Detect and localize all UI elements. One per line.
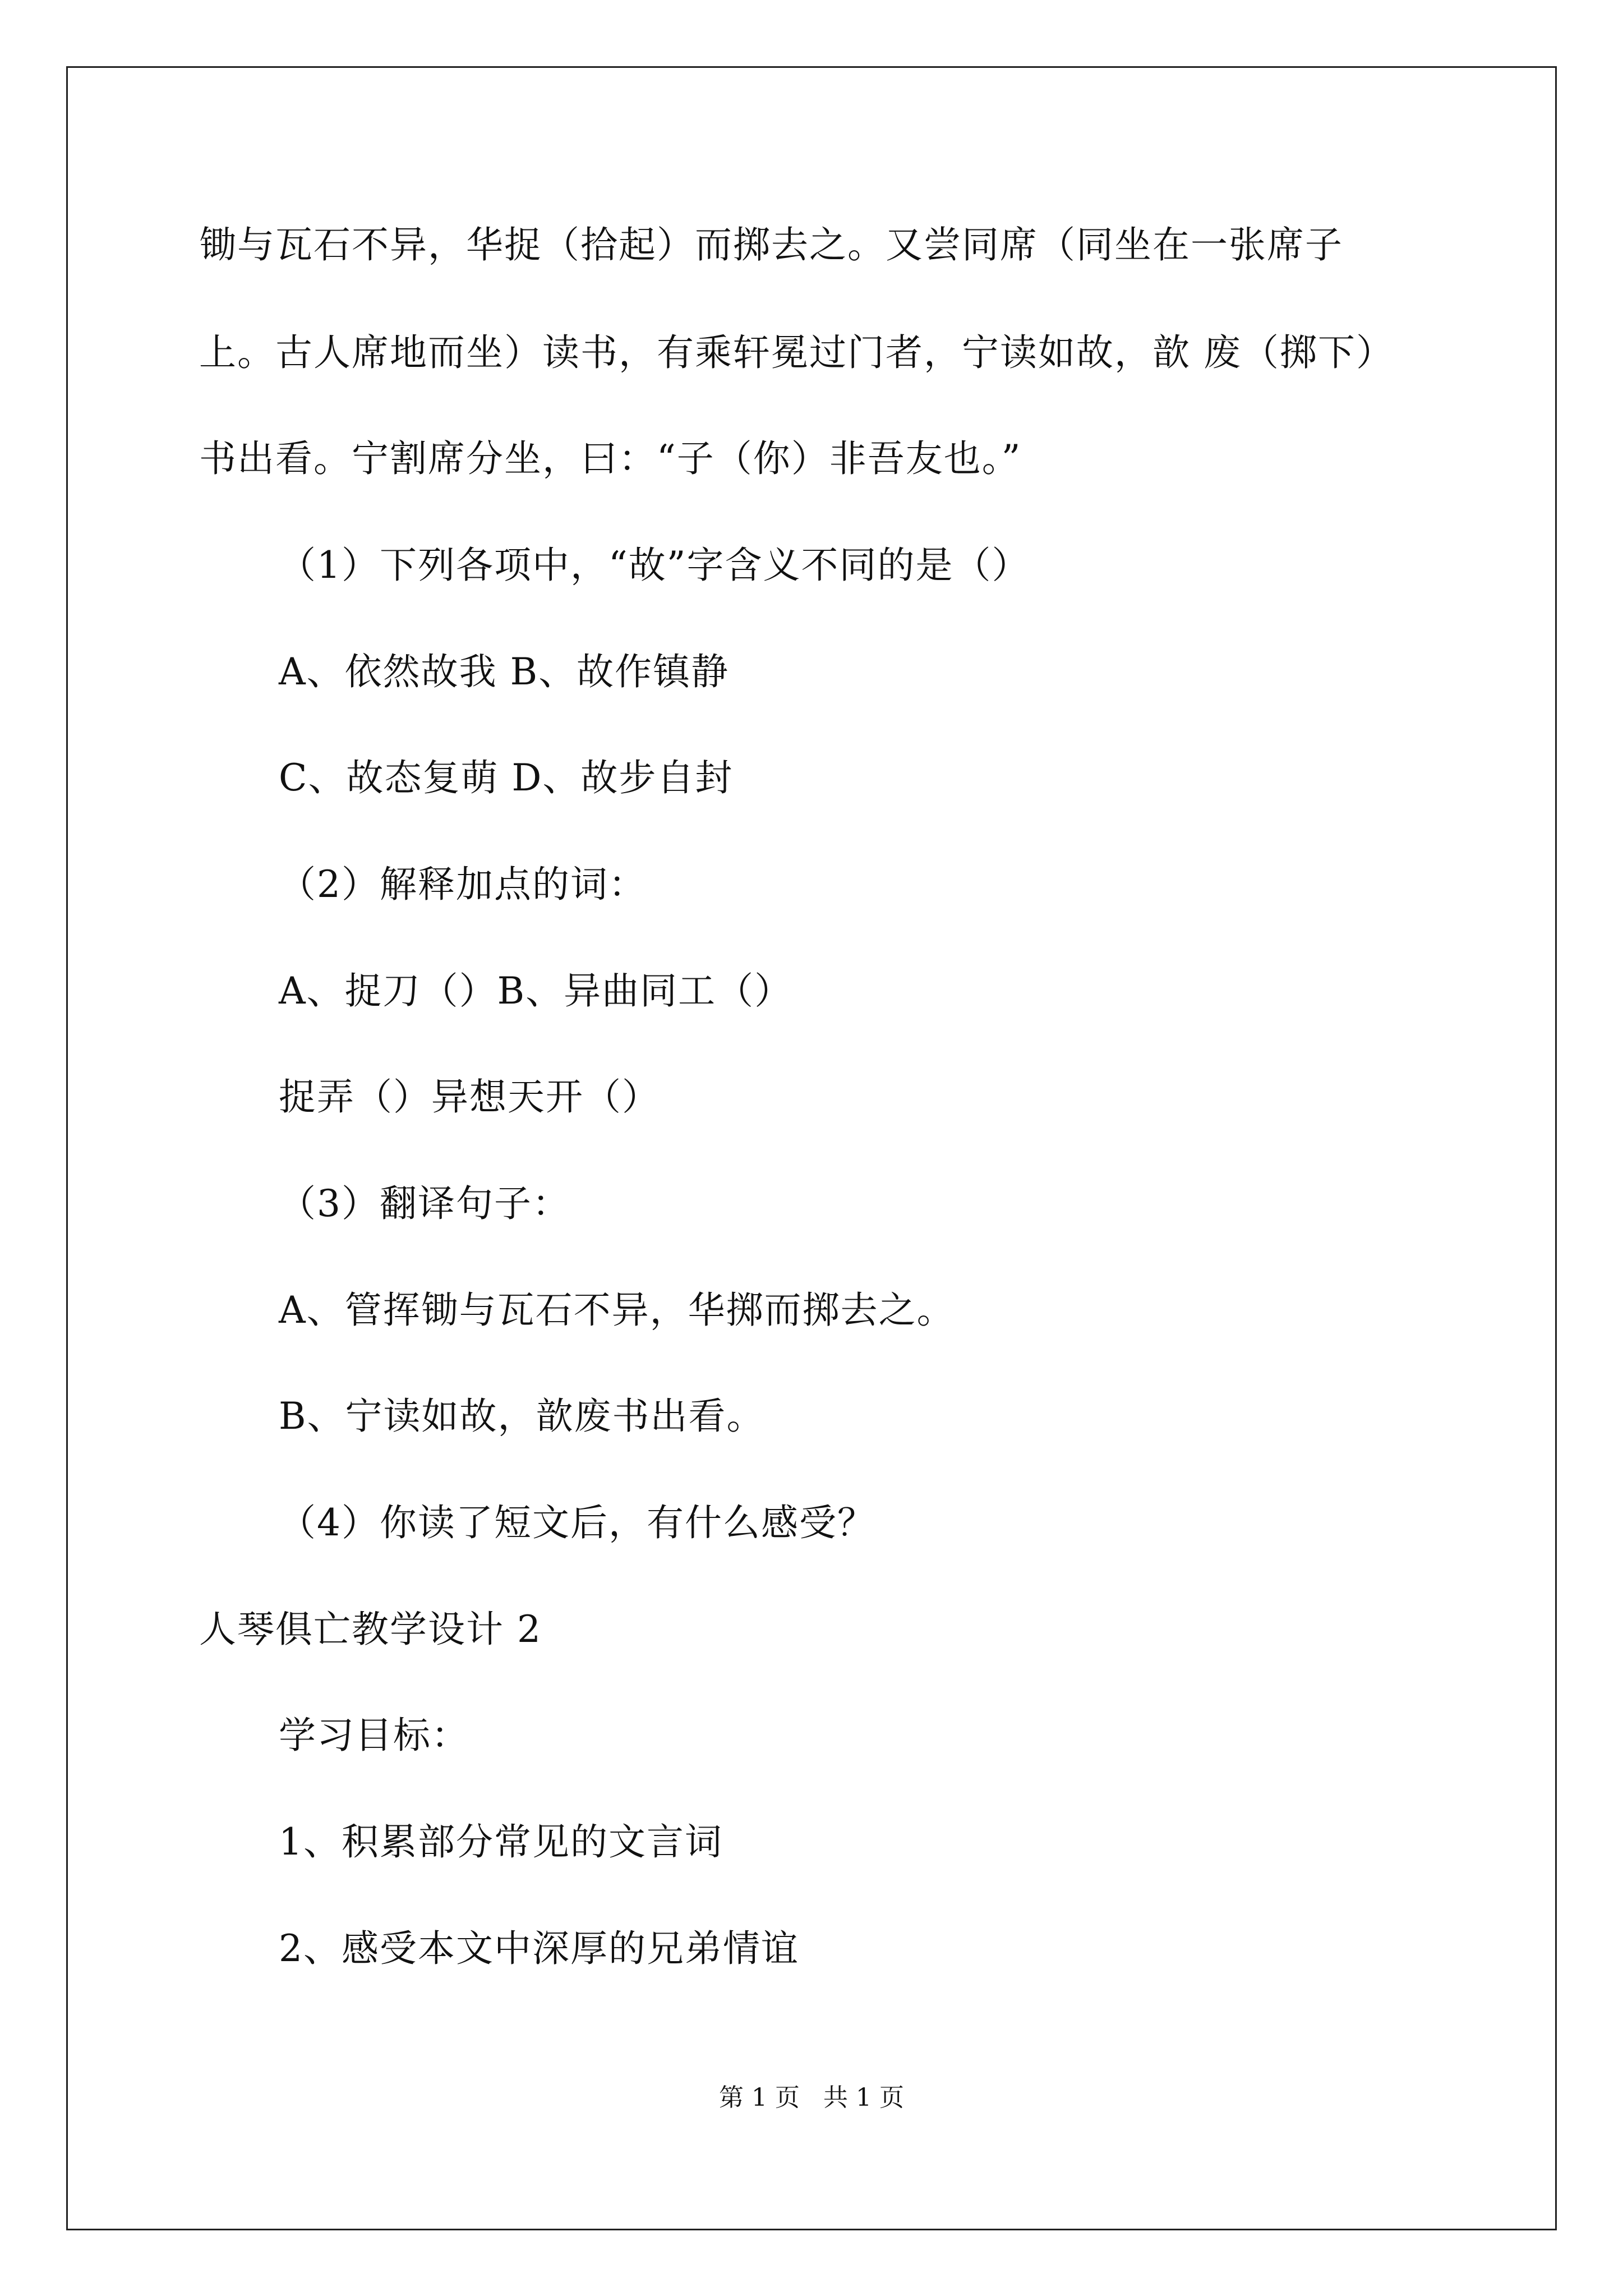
page-border xyxy=(66,66,1557,2230)
goals-label: 学习目标： xyxy=(279,1714,469,1757)
question-2-prompt: （2）解释加点的词： xyxy=(279,863,647,906)
question-2-line-1: A、捉刀（）B、异曲同工（） xyxy=(279,969,793,1013)
section-title: 人琴俱亡教学设计 2 xyxy=(199,1608,542,1651)
goal-item-2: 2、感受本文中深厚的兄弟情谊 xyxy=(279,1927,799,1970)
question-3-prompt: （3）翻译句子： xyxy=(279,1182,570,1225)
question-1-prompt: （1）下列各项中，“故”字含义不同的是（） xyxy=(279,544,1030,587)
question-2-line-2: 捉弄（）异想天开（） xyxy=(279,1075,660,1119)
paragraph-line-3: 书出看。宁割席分坐，曰：“子（你）非吾友也。” xyxy=(199,437,1022,480)
question-3-sentence-a: A、管挥锄与瓦石不异，华掷而掷去之。 xyxy=(279,1289,955,1332)
paragraph-line-1: 锄与瓦石不异，华捉（拾起）而掷去之。又尝同席（同坐在一张席子 xyxy=(199,223,1343,266)
page-footer: 第 1 页 共 1 页 xyxy=(719,2083,904,2112)
goal-item-1: 1、积累部分常见的文言词 xyxy=(279,1820,723,1864)
paragraph-line-2: 上。古人席地而坐）读书，有乘轩冕过门者，宁读如故，歆 废（掷下） xyxy=(199,331,1394,374)
question-1-options-ab: A、依然故我 B、故作镇静 xyxy=(279,650,730,693)
question-4-prompt: （4）你读了短文后，有什么感受？ xyxy=(279,1501,875,1544)
question-1-options-cd: C、故态复萌 D、故步自封 xyxy=(279,756,734,799)
question-3-sentence-b: B、宁读如故，歆废书出看。 xyxy=(279,1395,765,1438)
